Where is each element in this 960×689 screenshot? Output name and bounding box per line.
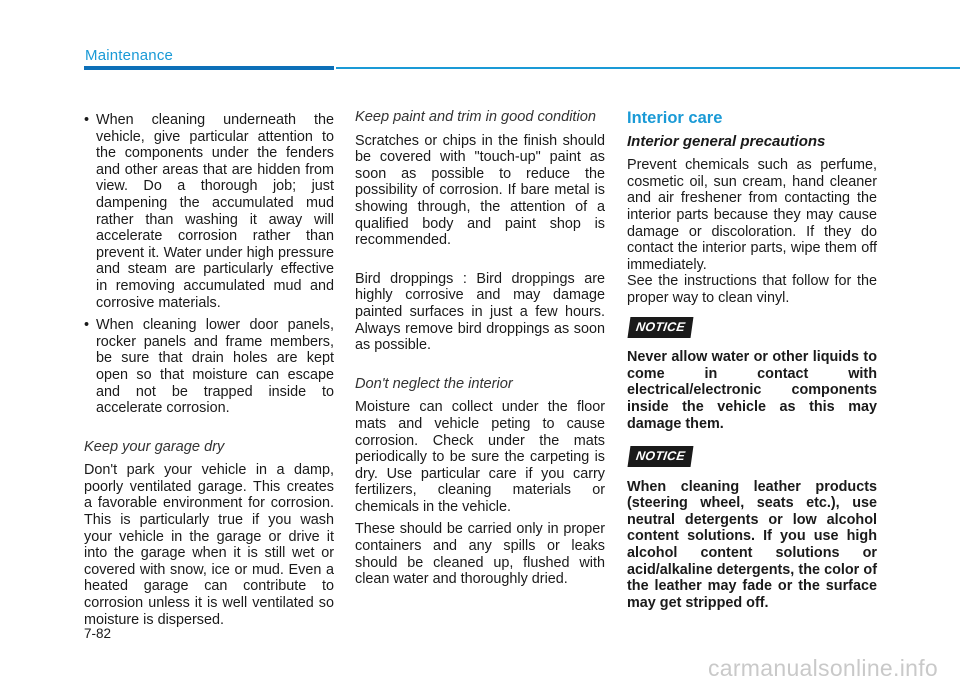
header-bar-dark xyxy=(84,66,334,70)
list-item: • When cleaning lower door panels, rocker panels and frame members, be sure that drain holes are kept open so that moisture can escape and not be trapped inside to accelerate corrosion. xyxy=(84,317,334,417)
interior-paragraph-2: These should be carried only in proper containers and any spills or leaks should be cleaned up, flushed with clean water and thoroughly dried. xyxy=(355,521,605,588)
garage-heading: Keep your garage dry xyxy=(84,438,225,455)
notice-text: When cleaning leather products (steering wheel, seats etc.), use neutral detergents or low alcohol content solutions. If you use high alcohol content solutions or acid/alkaline detergents, the color of the leather may fade or the surface may get stripped off. xyxy=(627,478,877,611)
notice-badge: NOTICE xyxy=(628,317,694,338)
garage-paragraph: Don't park your vehicle in a damp, poorly ventilated garage. This creates a favorable environment for corrosion. This is particularly true if you wash your vehicle in the garage or drive it into the garage when it is still wet or covered with snow, ice or mud. Even a heated garage can contribute to corrosion unless it is well ventilated so moisture is dispersed. xyxy=(84,462,334,628)
list-item: • When cleaning underneath the vehicle, give particular attention to the components under the fenders and other areas that are hidden from view. Do a thorough job; just dampening the accumulated mud rather than washing it away will accelerate corrosion rather than prevent it. Water under high pressure and steam are particularly effective in removing accumulated mud and corrosive materials. xyxy=(84,112,334,311)
middle-column xyxy=(355,109,605,594)
page-number: 7-82 xyxy=(84,626,112,641)
left-column xyxy=(84,112,334,634)
subsection-title: Interior general precautions xyxy=(627,132,826,150)
header-bar-light xyxy=(336,67,960,69)
interior-paragraph-1: Moisture can collect under the floor mats and vehicle peting to cause corrosion. Check under the mats periodically to be sure the carpeting is dry. Use particular care if you carry fertilizers, cleaning materials or chemicals in the vehicle. xyxy=(355,399,605,515)
paint-heading: Keep paint and trim in good condition xyxy=(355,109,596,125)
bird-droppings-paragraph: Bird droppings : Bird droppings are highly corrosive and may damage painted surfaces in just a few hours. Always remove bird droppings as soon as possible. xyxy=(355,270,605,354)
watermark: carmanualsonline.info xyxy=(707,655,938,681)
precautions-paragraph: Prevent chemicals such as perfume, cosmetic oil, sun cream, hand cleaner and air freshener from contacting the interior parts because they may cause damage or discoloration. If they do contact the interior parts, wipe them off immediately. xyxy=(627,157,877,273)
right-column xyxy=(627,110,877,621)
section-title: Interior care xyxy=(627,109,723,127)
interior-heading: Don't neglect the interior xyxy=(355,375,513,392)
header-title: Maintenance xyxy=(85,47,174,64)
notice-badge: NOTICE xyxy=(628,446,694,467)
paint-paragraph: Scratches or chips in the finish should be covered with "touch-up" paint as soon as possible to reduce the possibility of corrosion. If bare metal is showing through, the attention of a qualified body and paint shop is recommended. xyxy=(355,132,605,249)
notice-text: Never allow water or other liquids to come in contact with electrical/electronic components inside the vehicle as this may damage them. xyxy=(627,349,877,432)
instructions-paragraph: See the instructions that follow for the proper way to clean vinyl. xyxy=(627,273,877,306)
